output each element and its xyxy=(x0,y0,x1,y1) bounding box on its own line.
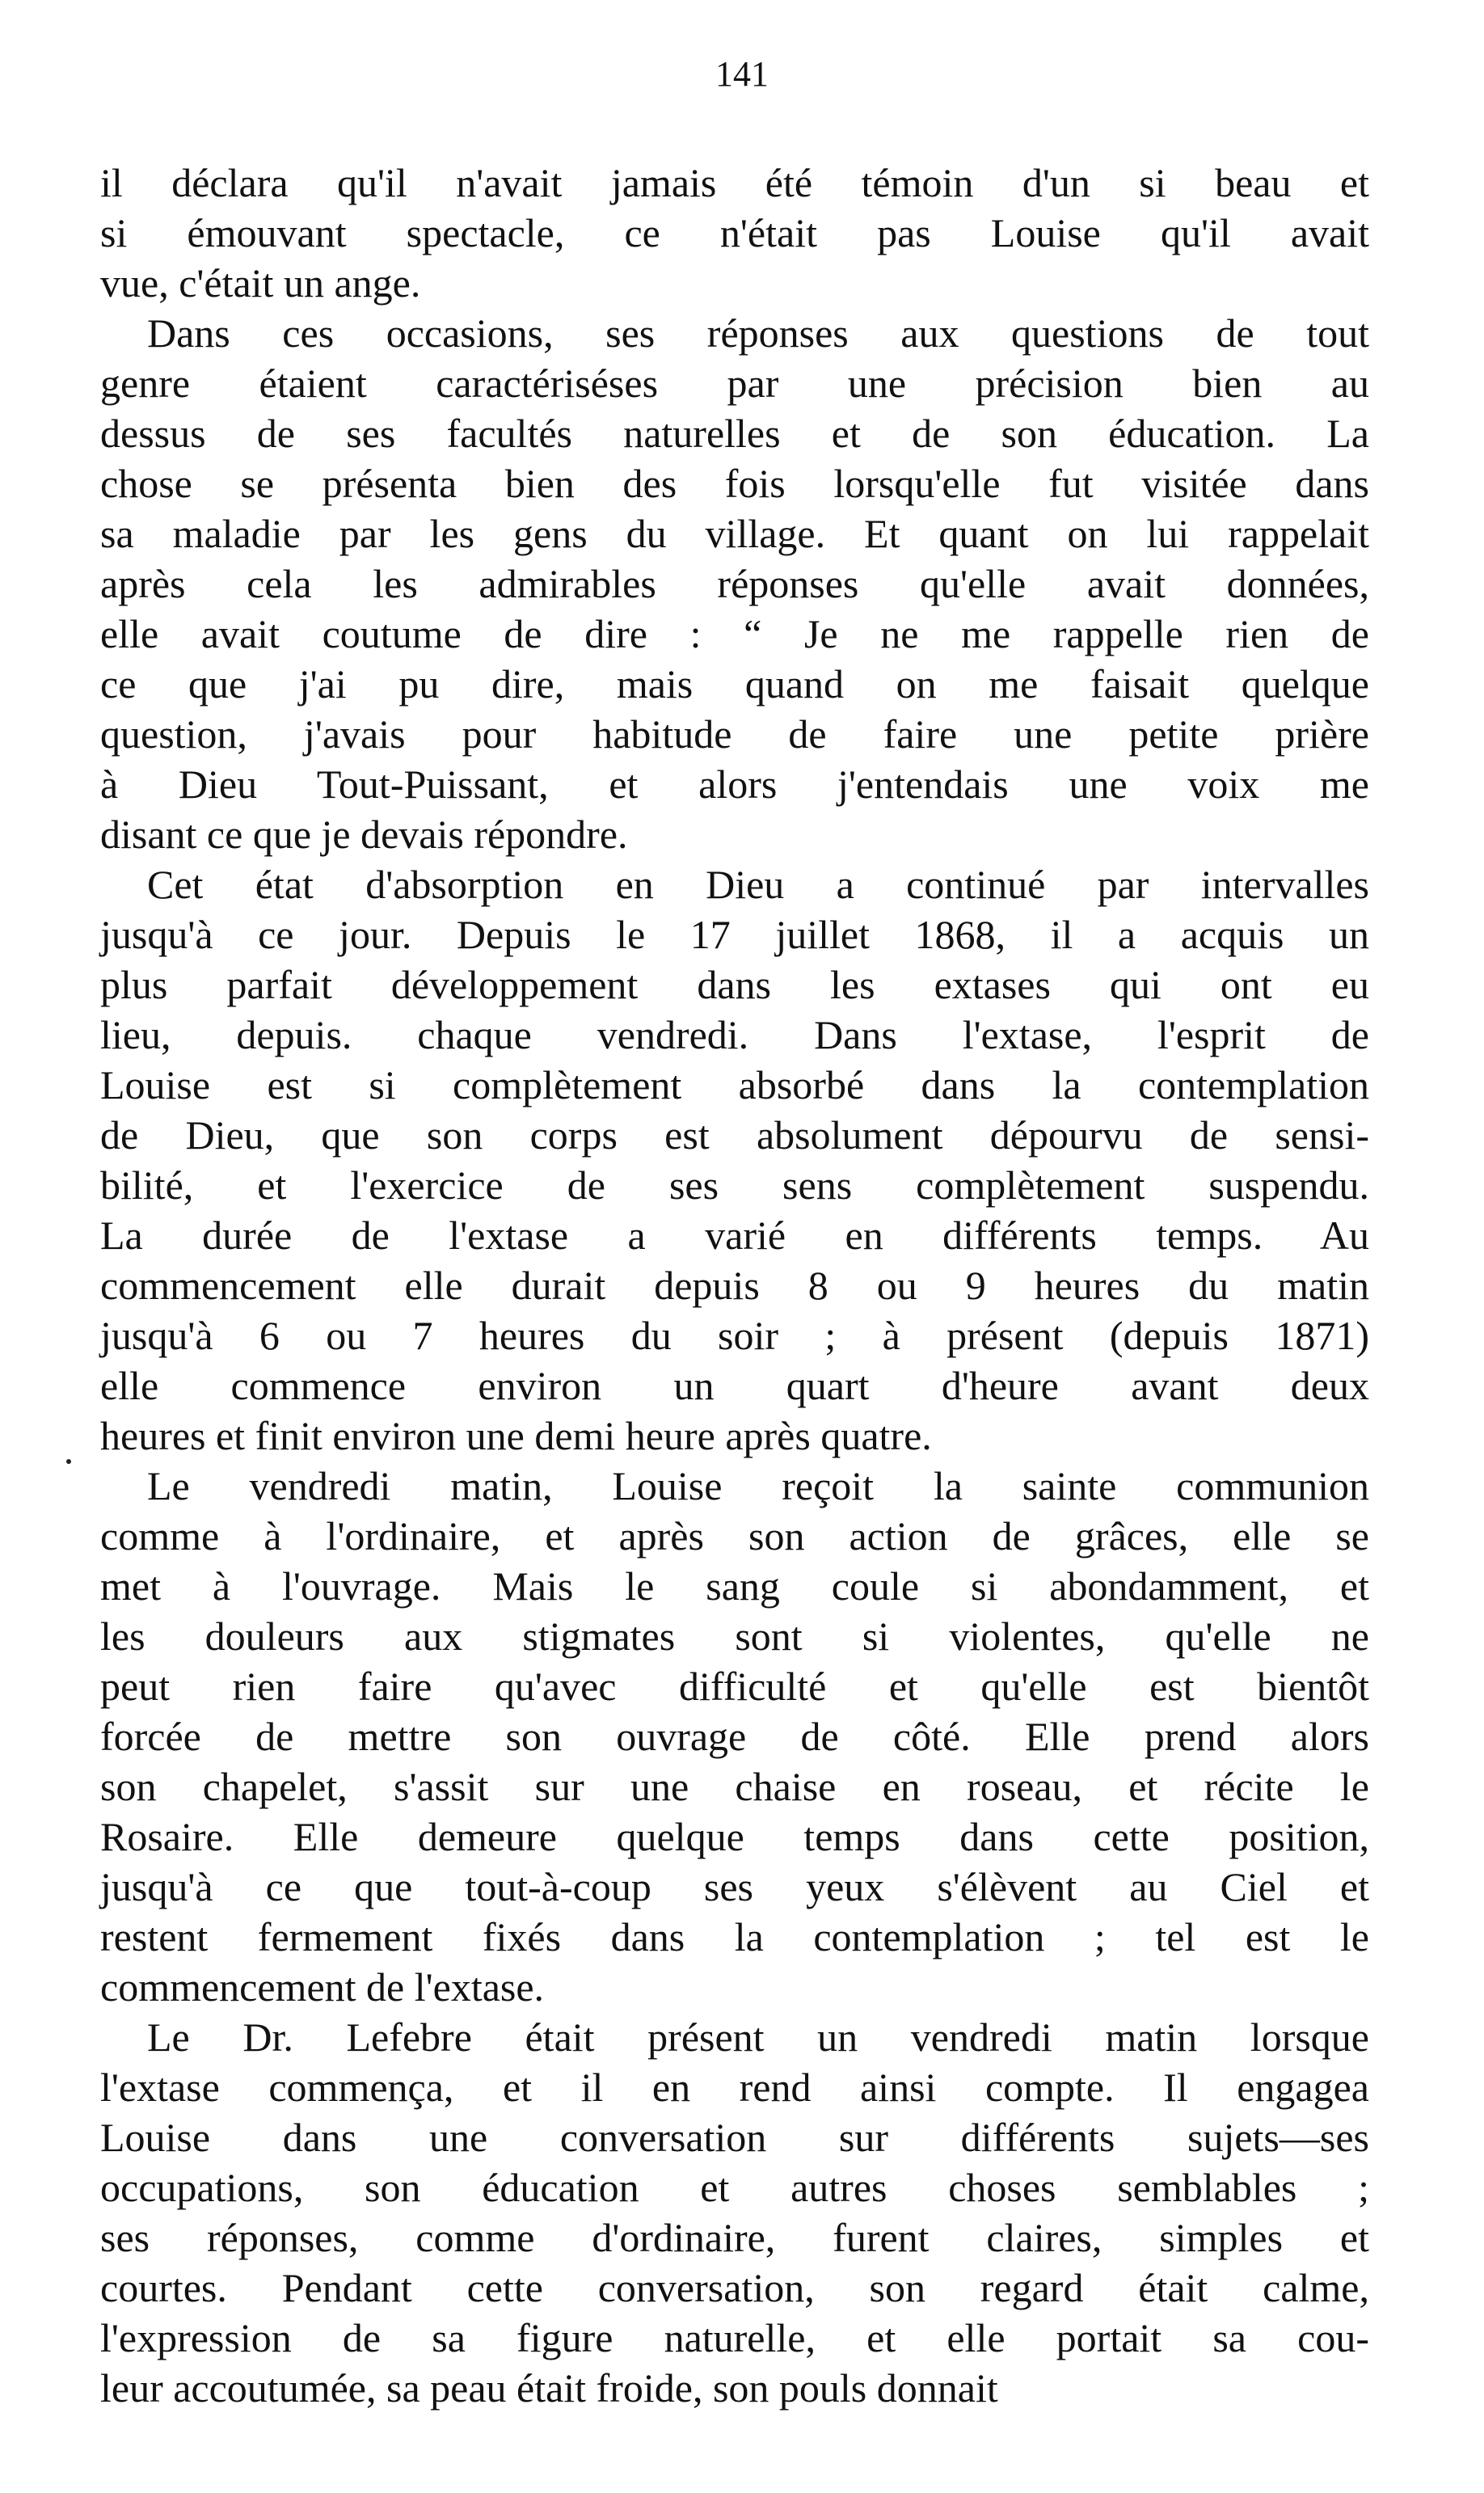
body-text xyxy=(100,158,1369,2413)
text-line: La durée de l'extase a varié en différents temps. Au xyxy=(100,1213,1369,1258)
text-line: bilité, et l'exercice de ses sens complètement suspendu. xyxy=(100,1162,1369,1208)
text-line: heures et finit environ une demi heure après quatre. xyxy=(100,1413,932,1458)
text-line: dessus de ses facultés naturelles et de son éducation. La xyxy=(100,411,1369,456)
text-line: jusqu'à 6 ou 7 heures du soir ; à présent (depuis 1871) xyxy=(100,1313,1369,1358)
text-line: jusqu'à ce que tout-à-coup ses yeux s'élèvent au Ciel et xyxy=(100,1864,1369,1909)
text-line: vue, c'était un ange. xyxy=(100,260,421,306)
paragraph xyxy=(100,1461,1369,2012)
text-line: occupations, son éducation et autres choses semblables ; xyxy=(100,2165,1369,2210)
text-line: met à l'ouvrage. Mais le sang coule si abondamment, et xyxy=(100,1563,1369,1609)
text-line: comme à l'ordinaire, et après son action de grâces, elle se xyxy=(100,1513,1369,1559)
text-line: lieu, depuis. chaque vendredi. Dans l'extase, l'esprit de xyxy=(100,1012,1369,1057)
margin-dot xyxy=(66,1459,71,1464)
text-line: si émouvant spectacle, ce n'était pas Louise qu'il avait xyxy=(100,210,1369,255)
text-line: à Dieu Tout-Puissant, et alors j'entendais une voix me xyxy=(100,761,1369,807)
page-number: 141 xyxy=(715,54,769,94)
paragraph xyxy=(100,308,1369,859)
text-line: ses réponses, comme d'ordinaire, furent claires, simples et xyxy=(100,2215,1369,2260)
text-line: commencement de l'extase. xyxy=(100,1964,545,2010)
text-line: Louise dans une conversation sur différents sujets—ses xyxy=(100,2115,1369,2160)
text-line: restent fermement fixés dans la contemplation ; tel est le xyxy=(100,1914,1369,1959)
text-line: commencement elle durait depuis 8 ou 9 heures du matin xyxy=(100,1263,1369,1308)
text-line: l'expression de sa figure naturelle, et elle portait sa cou- xyxy=(100,2315,1369,2360)
text-line: genre étaient caractériséses par une précision bien au xyxy=(100,361,1369,406)
paragraph xyxy=(100,859,1369,1461)
text-line: Dans ces occasions, ses réponses aux questions de tout xyxy=(147,310,1369,356)
text-line: peut rien faire qu'avec difficulté et qu'elle est bientôt xyxy=(100,1664,1369,1709)
text-line: ce que j'ai pu dire, mais quand on me faisait quelque xyxy=(100,661,1369,707)
text-line: disant ce que je devais répondre. xyxy=(100,812,628,857)
text-line: plus parfait développement dans les extases qui ont eu xyxy=(100,962,1369,1007)
text-line: Cet état d'absorption en Dieu a continué par intervalles xyxy=(147,862,1369,907)
text-line: Le Dr. Lefebre était présent un vendredi matin lorsque xyxy=(147,2014,1369,2060)
text-line: son chapelet, s'assit sur une chaise en roseau, et récite le xyxy=(100,1764,1369,1809)
text-line: elle avait coutume de dire : “ Je ne me rappelle rien de xyxy=(100,611,1369,656)
text-line: après cela les admirables réponses qu'elle avait données, xyxy=(100,561,1369,606)
paragraph xyxy=(100,2012,1369,2413)
text-line: elle commence environ un quart d'heure avant deux xyxy=(100,1363,1369,1408)
text-line: forcée de mettre son ouvrage de côté. Elle prend alors xyxy=(100,1714,1369,1759)
text-line: chose se présenta bien des fois lorsqu'elle fut visitée dans xyxy=(100,461,1369,506)
text-line: il déclara qu'il n'avait jamais été témoin d'un si beau et xyxy=(100,160,1369,205)
text-line: de Dieu, que son corps est absolument dépourvu de sensi- xyxy=(100,1112,1369,1158)
text-line: Louise est si complètement absorbé dans la contemplation xyxy=(100,1062,1369,1107)
text-line: Le vendredi matin, Louise reçoit la sainte communion xyxy=(147,1463,1369,1508)
text-line: question, j'avais pour habitude de faire une petite prière xyxy=(100,711,1369,757)
text-line: l'extase commença, et il en rend ainsi compte. Il engagea xyxy=(100,2065,1369,2110)
text-line: courtes. Pendant cette conversation, son regard était calme, xyxy=(100,2265,1369,2310)
text-line: Rosaire. Elle demeure quelque temps dans cette position, xyxy=(100,1814,1369,1859)
paragraph xyxy=(100,158,1369,308)
text-line: les douleurs aux stigmates sont si violentes, qu'elle ne xyxy=(100,1613,1369,1659)
text-line: sa maladie par les gens du village. Et quant on lui rappelait xyxy=(100,511,1369,556)
text-line: jusqu'à ce jour. Depuis le 17 juillet 1868, il a acquis un xyxy=(100,912,1369,957)
text-line: leur accoutumée, sa peau était froide, son pouls donnait xyxy=(100,2365,998,2411)
